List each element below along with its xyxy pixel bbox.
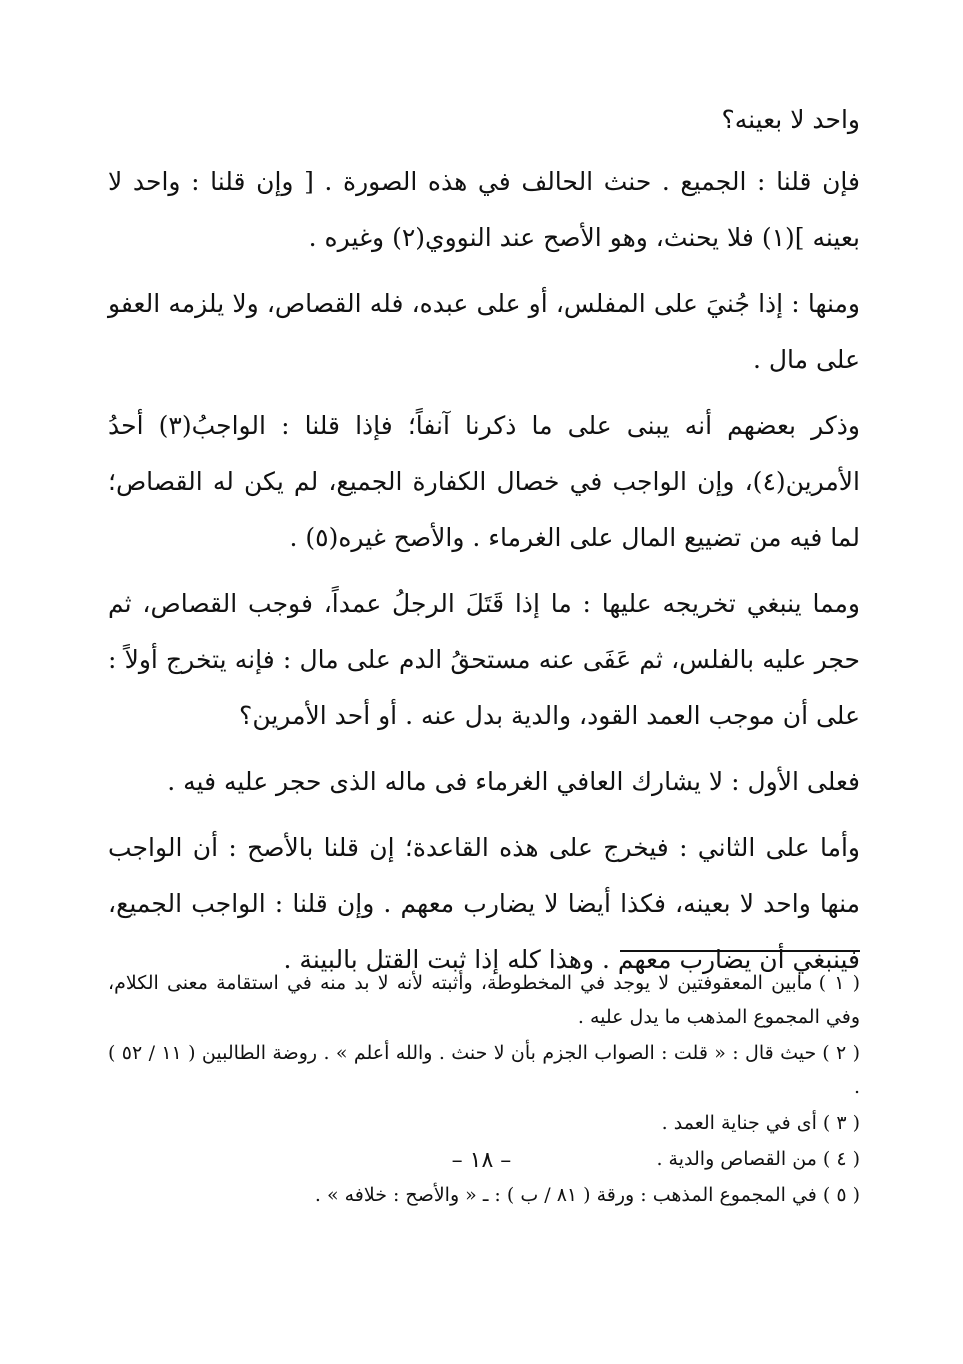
footnote-5 <box>108 1178 860 1212</box>
footnote-text: في المجموع المذهب : ورقة ( ٨١ / ب ) : ـ « والأصح : خلافه » . <box>314 1184 817 1206</box>
paragraph-7: وأما على الثاني : فيخرج على هذه القاعدة؛ إن قلنا بالأصح : أن الواجب منها واحد لا بعينه، فكذا أيضا لا يضارب معهم . وإن قلنا : الواجب الجميع، فينبغي أن يضارب معهم . وهذا كله إذا ثبت القتل بالبينة . <box>108 833 860 974</box>
footnote-text: أى في جناية العمد . <box>661 1112 817 1134</box>
footnote-text: مابين المعقوفتين لا يوجد في المخطوطة، وأثبته لأنه لا بد منه في استقامة معنى الكلام، وفي المجموع المذهب ما يدل عليه . <box>108 972 860 1028</box>
page-body <box>108 92 860 1292</box>
paragraph-4: وذكر بعضهم أنه يبنى على ما ذكرنا آنفاً؛ فإذا قلنا : الواجبُ(٣) أحدُ الأمرين(٤)، وإن الواجب في خصال الكفارة الجميع، لم يكن له القصاص؛ لما فيه من تضييع المال على الغرماء . والأصح غيره(٥) . <box>108 411 861 552</box>
page-number: – ١٨ – <box>451 1148 512 1173</box>
footnote-number: ( ٢ ) <box>822 1042 860 1064</box>
footnote-number: ( ٥ ) <box>822 1184 860 1206</box>
footnote-text: حيث قال : « قلت : الصواب الجزم بأن لا حنث . والله أعلم » . روضة الطالبين ( ١١ / ٥٢ ) . <box>108 1042 860 1098</box>
footnote-text: من القصاص والدية . <box>656 1148 817 1170</box>
paragraph-2: فإن قلنا : الجميع . حنث الحالف في هذه الصورة . [ وإن قلنا : واحد لا بعينه ](١) فلا يحنث، وهو الأصح عند النووي(٢) وغيره . <box>108 167 860 252</box>
footnote-number: ( ٤ ) <box>822 1148 860 1170</box>
paragraph-3: ومنها : إذا جُنيَ على المفلس، أو على عبده، فله القصاص، ولا يلزمه العفو على مال . <box>108 289 860 374</box>
paragraph-1: واحد لا بعينه؟ <box>721 105 860 134</box>
footnote-2 <box>108 1036 860 1104</box>
footnotes <box>108 966 860 1214</box>
paragraph-5: ومما ينبغي تخريجه عليها : ما إذا قَتَلَ الرجلُ عمداً، فوجب القصاص، ثم حجر عليه بالفلس، ثم عَفَى عنه مستحقُ الدم على مال : فإنه يتخرج أولاً : على أن موجب العمد القود، والدية بدل عنه . أو أحد الأمرين؟ <box>108 589 860 730</box>
footnote-number: ( ٣ ) <box>822 1112 860 1134</box>
footnote-3 <box>108 1106 860 1140</box>
footnote-number: ( ١ ) <box>818 972 860 994</box>
footnote-separator <box>620 950 860 952</box>
paragraph-6: فعلى الأول : لا يشارك العافي الغرماء فى ماله الذى حجر عليه فيه . <box>167 767 860 796</box>
footnote-1 <box>108 966 860 1034</box>
